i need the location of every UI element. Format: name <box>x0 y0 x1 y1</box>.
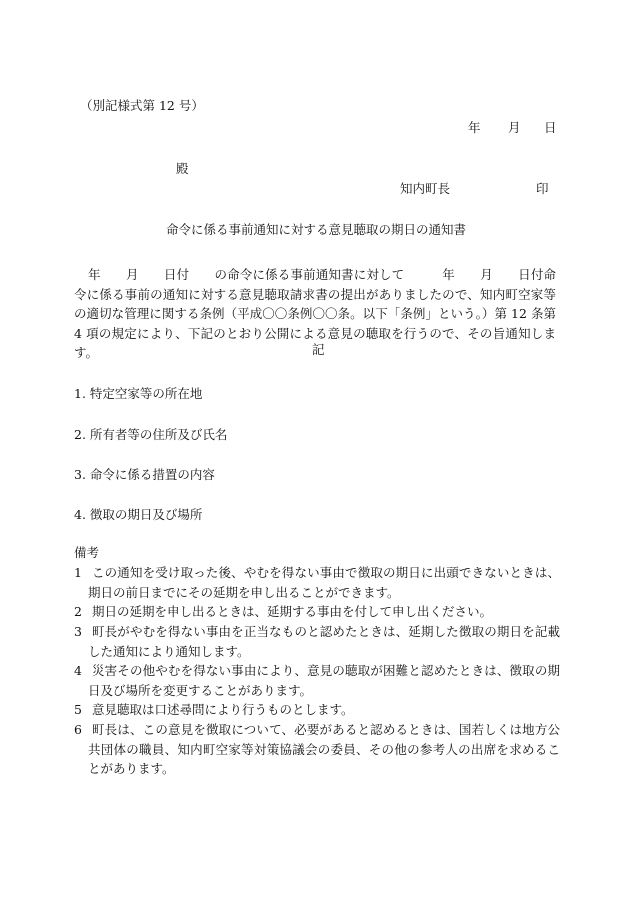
body-paragraph: 年 月 日付 の命令に係る事前通知書に対して 年 月 日付命令に係る事前の通知に対する意見聴取請求書の提出がありましたので、知内町空家等の適切な管理に関する条例（平成〇〇条例〇〇条。以下「条例」という。）第 12 条第 4 項の規定により、下記のとおり公開による意見の聴取を行うので、その旨通知します。 <box>74 267 556 360</box>
addressee-suffix: 殿 <box>176 161 189 176</box>
item-location: 1. 特定空家等の所在地 <box>74 386 203 401</box>
remark-text: 町長は、この意見を徴取について、必要があると認めるときは、国若しくは地方公共団体の職員、知内町空家等対策協議会の委員、その他の参考人の出席を求めることがあります。 <box>88 722 560 776</box>
item-owner: 2. 所有者等の住所及び氏名 <box>74 427 228 442</box>
remark-text: 町長がやむを得ない事由を正当なものと認めたときは、延期した徴取の期日を記載した通知により通知します。 <box>88 624 560 659</box>
date-day-label: 日 <box>544 120 557 135</box>
issuer-title: 知内町長 <box>400 181 451 196</box>
date-year-label: 年 <box>468 120 481 135</box>
document-title: 命令に係る事前通知に対する意見聴取の期日の通知書 <box>166 222 467 237</box>
form-number: （別記様式第 12 号） <box>80 98 204 113</box>
item-measures: 3. 命令に係る措置の内容 <box>74 467 215 482</box>
remark-number: 1 <box>74 565 82 580</box>
remark-number: 6 <box>74 722 82 737</box>
remarks-heading: 備考 <box>74 545 100 560</box>
seal-mark: 印 <box>536 181 549 196</box>
remark-item <box>74 602 560 622</box>
remark-item <box>74 700 560 720</box>
remark-number: 4 <box>74 663 82 678</box>
remark-text: 災害その他やむを得ない事由により、意見の聴取が困難と認めたときは、徴取の期日及び場所を変更することがあります。 <box>88 663 560 698</box>
remark-text: この通知を受け取った後、やむを得ない事由で徴取の期日に出頭できないときは、期日の前日までにその延期を申し出ることができます。 <box>88 565 560 600</box>
remark-item <box>74 622 560 661</box>
remark-text: 期日の延期を申し出るときは、延期する事由を付して申し出ください。 <box>92 604 493 619</box>
ki-label: 記 <box>312 342 325 357</box>
remark-item <box>74 661 560 700</box>
remark-number: 3 <box>74 624 82 639</box>
remark-number: 5 <box>74 702 82 717</box>
remark-number: 2 <box>74 604 82 619</box>
remark-item <box>74 563 560 602</box>
remark-item <box>74 720 560 779</box>
date-month-label: 月 <box>508 120 521 135</box>
item-hearing-date-place: 4. 徴取の期日及び場所 <box>74 507 203 522</box>
remark-text: 意見聴取は口述尋問により行うものとします。 <box>92 702 354 717</box>
